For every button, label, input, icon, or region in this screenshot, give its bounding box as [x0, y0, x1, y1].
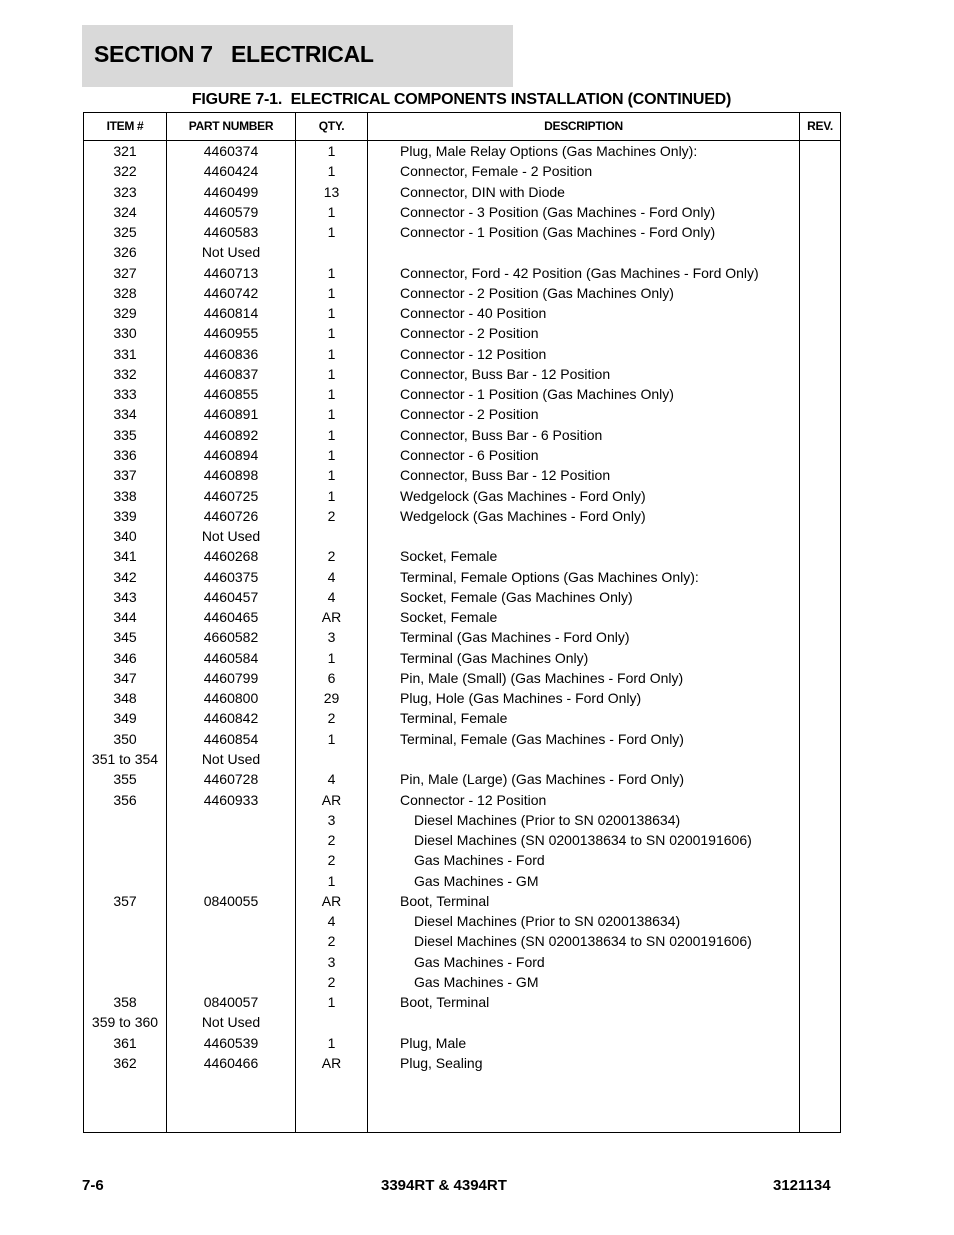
item-cell: 341: [113, 548, 137, 565]
qty-cell: 2: [327, 933, 336, 950]
item-cell: 336: [113, 446, 137, 463]
description-cell: Connector - 1 Position (Gas Machines Only): [400, 386, 674, 403]
part-number-cell: 4460457: [203, 588, 259, 605]
part-number-cell: 4460713: [203, 264, 259, 281]
table-row: [84, 546, 840, 566]
description-cell: Boot, Terminal: [400, 892, 490, 909]
table-header: [84, 113, 840, 141]
parts-table: [83, 112, 841, 1133]
description-cell: Connector, Buss Bar - 6 Position: [400, 426, 603, 443]
item-cell: 350: [113, 730, 137, 747]
qty-cell: 4: [327, 771, 336, 788]
part-number-cell: 4460579: [203, 203, 259, 220]
qty-cell: 1: [327, 163, 336, 180]
qty-cell: 1: [327, 487, 336, 504]
description-cell: Gas Machines - Ford: [414, 852, 545, 869]
item-cell: 361: [113, 1034, 137, 1051]
description-cell: Connector - 12 Position: [400, 345, 547, 362]
description-cell: Socket, Female: [400, 609, 498, 626]
part-number-cell: 0840057: [203, 994, 259, 1011]
item-cell: 362: [113, 1054, 137, 1071]
qty-cell: 3: [327, 811, 336, 828]
part-number-cell: 4460424: [203, 163, 259, 180]
qty-cell: AR: [321, 791, 342, 808]
qty-cell: 1: [327, 143, 336, 159]
qty-cell: 1: [327, 872, 336, 889]
item-cell: 346: [113, 649, 137, 666]
description-cell: Diesel Machines (SN 0200138634 to SN 0200191606): [414, 933, 752, 950]
qty-cell: 2: [327, 973, 336, 990]
description-cell: Gas Machines - GM: [414, 973, 539, 990]
table-row: [84, 141, 840, 161]
table-row: [84, 830, 840, 850]
part-number-cell: 4460933: [203, 791, 259, 808]
description-cell: Terminal (Gas Machines - Ford Only): [400, 629, 630, 646]
description-cell: Pin, Male (Large) (Gas Machines - Ford Only): [400, 771, 684, 788]
qty-cell: 4: [327, 913, 336, 930]
table-row: [84, 810, 840, 830]
description-cell: Connector - 6 Position: [400, 446, 539, 463]
table-row: [84, 283, 840, 303]
part-number-cell: 4460800: [203, 690, 259, 707]
description-cell: Connector, Buss Bar - 12 Position: [400, 365, 611, 382]
qty-cell: 1: [327, 203, 336, 220]
qty-cell: 1: [327, 325, 336, 342]
qty-cell: 13: [323, 183, 340, 200]
table-row: [84, 506, 840, 526]
column-header-rev: REV.: [807, 119, 833, 133]
qty-cell: 1: [327, 305, 336, 322]
item-cell: 345: [113, 629, 137, 646]
table-row: [84, 567, 840, 587]
part-number-cell: 4460499: [203, 183, 259, 200]
column-header-qty: QTY.: [318, 119, 345, 133]
table-row: [84, 526, 840, 546]
item-cell: 351 to 354: [91, 750, 159, 767]
qty-cell: 2: [327, 710, 336, 727]
part-number-cell: 4460375: [203, 568, 259, 585]
qty-cell: AR: [321, 609, 342, 626]
table-row: [84, 263, 840, 283]
item-cell: 358: [113, 994, 137, 1011]
item-cell: 327: [113, 264, 137, 281]
part-number-cell: 4460814: [203, 305, 259, 322]
description-cell: Terminal, Female: [400, 710, 508, 727]
description-cell: Wedgelock (Gas Machines - Ford Only): [400, 507, 646, 524]
table-row: [84, 1053, 840, 1073]
table-row: [84, 931, 840, 951]
part-number-cell: 4460891: [203, 406, 259, 423]
qty-cell: 2: [327, 832, 336, 849]
item-cell: 359 to 360: [91, 1014, 159, 1031]
table-row: [84, 871, 840, 891]
item-cell: 326: [113, 244, 137, 261]
qty-cell: 1: [327, 1034, 336, 1051]
part-number-cell: 4460898: [203, 467, 259, 484]
figure-title: FIGURE 7-1. ELECTRICAL COMPONENTS INSTALLATION (CONTINUED): [191, 91, 732, 108]
description-cell: Plug, Hole (Gas Machines - Ford Only): [400, 690, 642, 707]
qty-cell: 1: [327, 994, 336, 1011]
table-row: [84, 952, 840, 972]
table-row: [84, 790, 840, 810]
item-cell: 356: [113, 791, 137, 808]
description-cell: Gas Machines - GM: [414, 872, 539, 889]
qty-cell: 1: [327, 406, 336, 423]
description-cell: Connector - 3 Position (Gas Machines - Ford Only): [400, 203, 716, 220]
item-cell: 347: [113, 669, 137, 686]
part-number-cell: 4460836: [203, 345, 259, 362]
item-cell: 325: [113, 224, 137, 241]
description-cell: Plug, Male: [400, 1034, 467, 1051]
item-cell: 335: [113, 426, 137, 443]
table-row: [84, 384, 840, 404]
table-row: [84, 688, 840, 708]
part-number-cell: 4460892: [203, 426, 259, 443]
description-cell: Diesel Machines (Prior to SN 0200138634): [414, 811, 681, 828]
table-row: [84, 1012, 840, 1032]
part-number-cell: 0840055: [203, 892, 259, 909]
table-row: [84, 911, 840, 931]
description-cell: Plug, Sealing: [400, 1054, 483, 1071]
description-cell: Connector - 2 Position (Gas Machines Only): [400, 284, 674, 301]
item-cell: 323: [113, 183, 137, 200]
description-cell: Connector - 12 Position: [400, 791, 547, 808]
description-cell: Boot, Terminal: [400, 994, 490, 1011]
column-header-description: DESCRIPTION: [544, 119, 623, 133]
table-row: [84, 648, 840, 668]
part-number-cell: 4460583: [203, 224, 259, 241]
description-cell: Diesel Machines (SN 0200138634 to SN 0200191606): [414, 832, 752, 849]
qty-cell: 2: [327, 507, 336, 524]
table-row: [84, 242, 840, 262]
page-number: 7-6: [82, 1177, 104, 1194]
item-cell: 337: [113, 467, 137, 484]
item-cell: 339: [113, 507, 137, 524]
description-cell: Connector, Buss Bar - 12 Position: [400, 467, 611, 484]
qty-cell: 2: [327, 548, 336, 565]
description-cell: Gas Machines - Ford: [414, 953, 545, 970]
column-header-item: ITEM #: [106, 119, 144, 133]
item-cell: 332: [113, 365, 137, 382]
qty-cell: 6: [327, 669, 336, 686]
part-number-cell: 4460465: [203, 609, 259, 626]
qty-cell: 1: [327, 446, 336, 463]
table-row: [84, 708, 840, 728]
item-cell: 355: [113, 771, 137, 788]
table-row: [84, 425, 840, 445]
table-row: [84, 465, 840, 485]
table-row: [84, 303, 840, 323]
qty-cell: 2: [327, 852, 336, 869]
item-cell: 322: [113, 163, 137, 180]
qty-cell: 1: [327, 386, 336, 403]
table-row: [84, 222, 840, 242]
section-banner: [82, 25, 513, 87]
table-row: [84, 891, 840, 911]
item-cell: 348: [113, 690, 137, 707]
qty-cell: 1: [327, 224, 336, 241]
part-number-cell: 4460855: [203, 386, 259, 403]
qty-cell: 1: [327, 730, 336, 747]
table-row: [84, 627, 840, 647]
part-number-cell: Not Used: [201, 244, 261, 261]
item-cell: 333: [113, 386, 137, 403]
part-number-cell: 4660582: [203, 629, 259, 646]
table-row: [84, 364, 840, 384]
part-number-cell: Not Used: [201, 528, 261, 545]
qty-cell: 1: [327, 345, 336, 362]
qty-cell: 3: [327, 953, 336, 970]
part-number-cell: Not Used: [201, 1014, 261, 1031]
part-number-cell: 4460726: [203, 507, 259, 524]
section-title: SECTION 7 ELECTRICAL: [94, 41, 374, 67]
item-cell: 343: [113, 588, 137, 605]
item-cell: 324: [113, 203, 137, 220]
item-cell: 334: [113, 406, 137, 423]
qty-cell: AR: [321, 892, 342, 909]
item-cell: 338: [113, 487, 137, 504]
description-cell: Connector, DIN with Diode: [400, 183, 565, 200]
description-cell: Terminal (Gas Machines Only): [400, 649, 589, 666]
part-number-cell: 4460837: [203, 365, 259, 382]
qty-cell: 1: [327, 284, 336, 301]
table-row: [84, 668, 840, 688]
qty-cell: 1: [327, 365, 336, 382]
table-row: [84, 404, 840, 424]
part-number-cell: 4460466: [203, 1054, 259, 1071]
description-cell: Terminal, Female Options (Gas Machines Only):: [400, 568, 699, 585]
description-cell: Terminal, Female (Gas Machines - Ford Only): [400, 730, 684, 747]
part-number-cell: 4460799: [203, 669, 259, 686]
description-cell: Connector - 1 Position (Gas Machines - Ford Only): [400, 224, 716, 241]
description-cell: Diesel Machines (Prior to SN 0200138634): [414, 913, 681, 930]
part-number-cell: 4460539: [203, 1034, 259, 1051]
table-row: [84, 749, 840, 769]
description-cell: Connector - 2 Position: [400, 325, 539, 342]
part-number-cell: 4460955: [203, 325, 259, 342]
table-row: [84, 850, 840, 870]
description-cell: Pin, Male (Small) (Gas Machines - Ford Only): [400, 669, 684, 686]
description-cell: Plug, Male Relay Options (Gas Machines Only):: [400, 143, 698, 159]
table-body: [84, 141, 840, 1073]
item-cell: 344: [113, 609, 137, 626]
description-cell: Connector, Ford - 42 Position (Gas Machines - Ford Only): [400, 264, 759, 281]
description-cell: Connector - 2 Position: [400, 406, 539, 423]
qty-cell: 4: [327, 568, 336, 585]
item-cell: 328: [113, 284, 137, 301]
qty-cell: 4: [327, 588, 336, 605]
qty-cell: 3: [327, 629, 336, 646]
model-name: 3394RT & 4394RT: [381, 1177, 507, 1194]
item-cell: 331: [113, 345, 137, 362]
table-row: [84, 972, 840, 992]
part-number-cell: Not Used: [201, 750, 261, 767]
item-cell: 342: [113, 568, 137, 585]
item-cell: 357: [113, 892, 137, 909]
item-cell: 321: [113, 143, 137, 159]
item-cell: 340: [113, 528, 137, 545]
item-cell: 349: [113, 710, 137, 727]
table-row: [84, 445, 840, 465]
table-row: [84, 1033, 840, 1053]
part-number-cell: 4460842: [203, 710, 259, 727]
qty-cell: AR: [321, 1054, 342, 1071]
table-row: [84, 729, 840, 749]
item-cell: 330: [113, 325, 137, 342]
part-number-cell: 4460374: [203, 143, 259, 159]
table-row: [84, 486, 840, 506]
description-cell: Connector - 40 Position: [400, 305, 547, 322]
qty-cell: 29: [323, 690, 340, 707]
description-cell: Socket, Female: [400, 548, 498, 565]
description-cell: Wedgelock (Gas Machines - Ford Only): [400, 487, 646, 504]
document-number: 3121134: [773, 1177, 831, 1194]
table-row: [84, 769, 840, 789]
part-number-cell: 4460728: [203, 771, 259, 788]
part-number-cell: 4460894: [203, 446, 259, 463]
part-number-cell: 4460268: [203, 548, 259, 565]
qty-cell: 1: [327, 467, 336, 484]
table-row: [84, 323, 840, 343]
column-header-part-number: PART NUMBER: [188, 119, 274, 133]
table-row: [84, 992, 840, 1012]
part-number-cell: 4460584: [203, 649, 259, 666]
table-row: [84, 161, 840, 181]
qty-cell: 1: [327, 426, 336, 443]
description-cell: Socket, Female (Gas Machines Only): [400, 588, 633, 605]
part-number-cell: 4460725: [203, 487, 259, 504]
qty-cell: 1: [327, 649, 336, 666]
table-row: [84, 607, 840, 627]
part-number-cell: 4460742: [203, 284, 259, 301]
table-row: [84, 344, 840, 364]
description-cell: Connector, Female - 2 Position: [400, 163, 593, 180]
table-row: [84, 587, 840, 607]
qty-cell: 1: [327, 264, 336, 281]
table-row: [84, 182, 840, 202]
part-number-cell: 4460854: [203, 730, 259, 747]
table-row: [84, 202, 840, 222]
item-cell: 329: [113, 305, 137, 322]
